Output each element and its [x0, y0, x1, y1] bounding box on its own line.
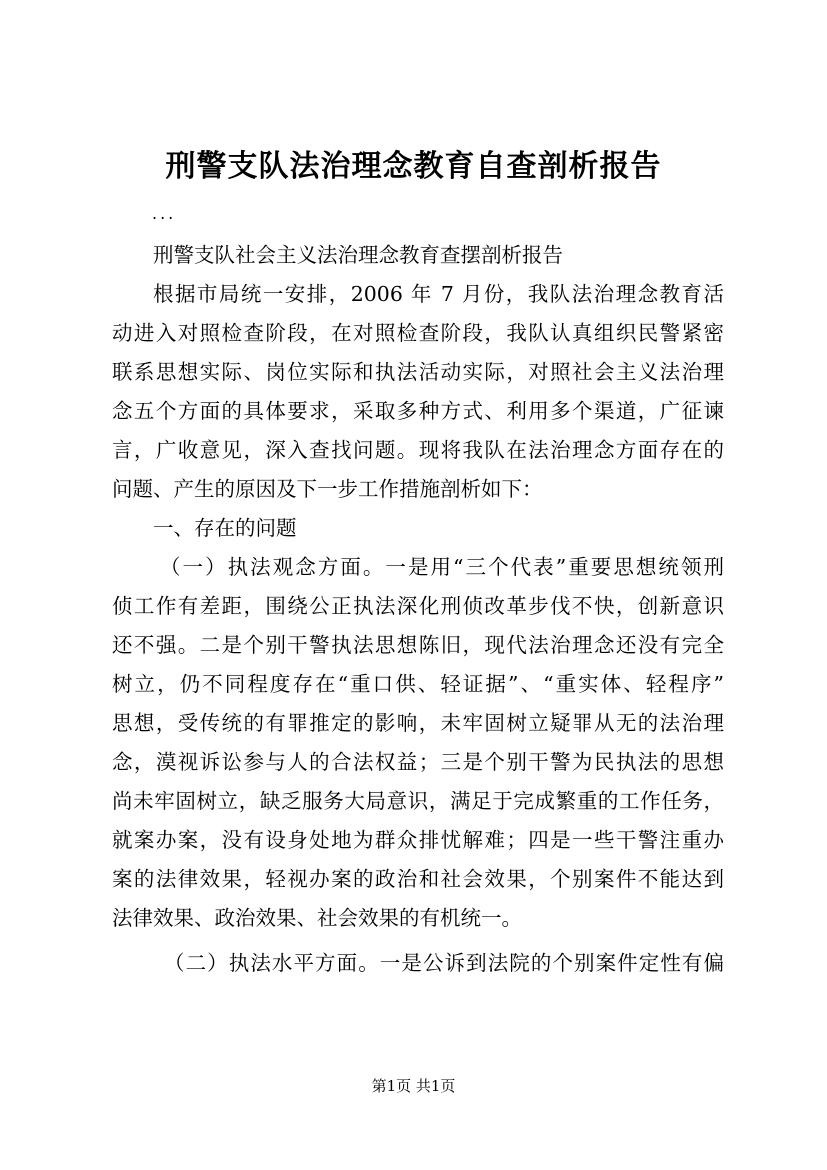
paragraph-line: 案的法律效果，轻视办案的政治和社会效果，个别案件不能达到: [112, 867, 724, 891]
paragraph-line: 言，广收意见，深入查找问题。现将我队在法治理念方面存在的: [112, 438, 724, 462]
paragraph-line: 念，漠视诉讼参与人的合法权益；三是个别干警为民执法的思想: [112, 750, 724, 774]
section-heading: 一、存在的问题: [153, 516, 297, 540]
paragraph-line: 思想，受传统的有罪推定的影响，未牢固树立疑罪从无的法治理: [112, 711, 724, 735]
paragraph-line: 法律效果、政治效果、社会效果的有机统一。: [112, 906, 522, 930]
document-body: [112, 236, 724, 983]
paragraph-line: 动进入对照检查阶段，在对照检查阶段，我队认真组织民警紧密: [112, 321, 724, 345]
paragraph-line: 问题、产生的原因及下一步工作措施剖析如下：: [112, 477, 543, 501]
paragraph-line: 根据市局统一安排，2006 年 7 月份，我队法治理念教育活: [153, 282, 724, 306]
subtitle-line: 刑警支队社会主义法治理念教育查摆剖析报告: [153, 243, 563, 267]
paragraph-line: 念五个方面的具体要求，采取多种方式、利用多个渠道，广征谏: [112, 399, 724, 423]
paragraph-line: 还不强。二是个别干警执法思想陈旧，现代法治理念还没有完全: [112, 633, 724, 657]
paragraph-line: 就案办案，没有设身处地为群众排忧解难；四是一些干警注重办: [112, 828, 724, 852]
document-title: 刑警支队法治理念教育自查剖析报告: [165, 149, 662, 184]
paragraph-line: 联系思想实际、岗位实际和执法活动实际，对照社会主义法治理: [112, 360, 724, 384]
paragraph-line: 尚未牢固树立，缺乏服务大局意识，满足于完成繁重的工作任务，: [112, 789, 724, 813]
page-number-footer: 第1页 共1页: [371, 1077, 456, 1095]
paragraph-line: 树立，仍不同程度存在“重口供、轻证据”、“重实体、轻程序”: [112, 672, 724, 696]
paragraph-line: （二）执法水平方面。一是公诉到法院的个别案件定性有偏: [164, 951, 724, 975]
paragraph-line: （一）执法观念方面。一是用“三个代表”重要思想统领刑: [160, 555, 724, 579]
ellipsis-text: ...: [152, 204, 177, 223]
paragraph-line: 侦工作有差距，围绕公正执法深化刑侦改革步伐不快，创新意识: [112, 594, 724, 618]
